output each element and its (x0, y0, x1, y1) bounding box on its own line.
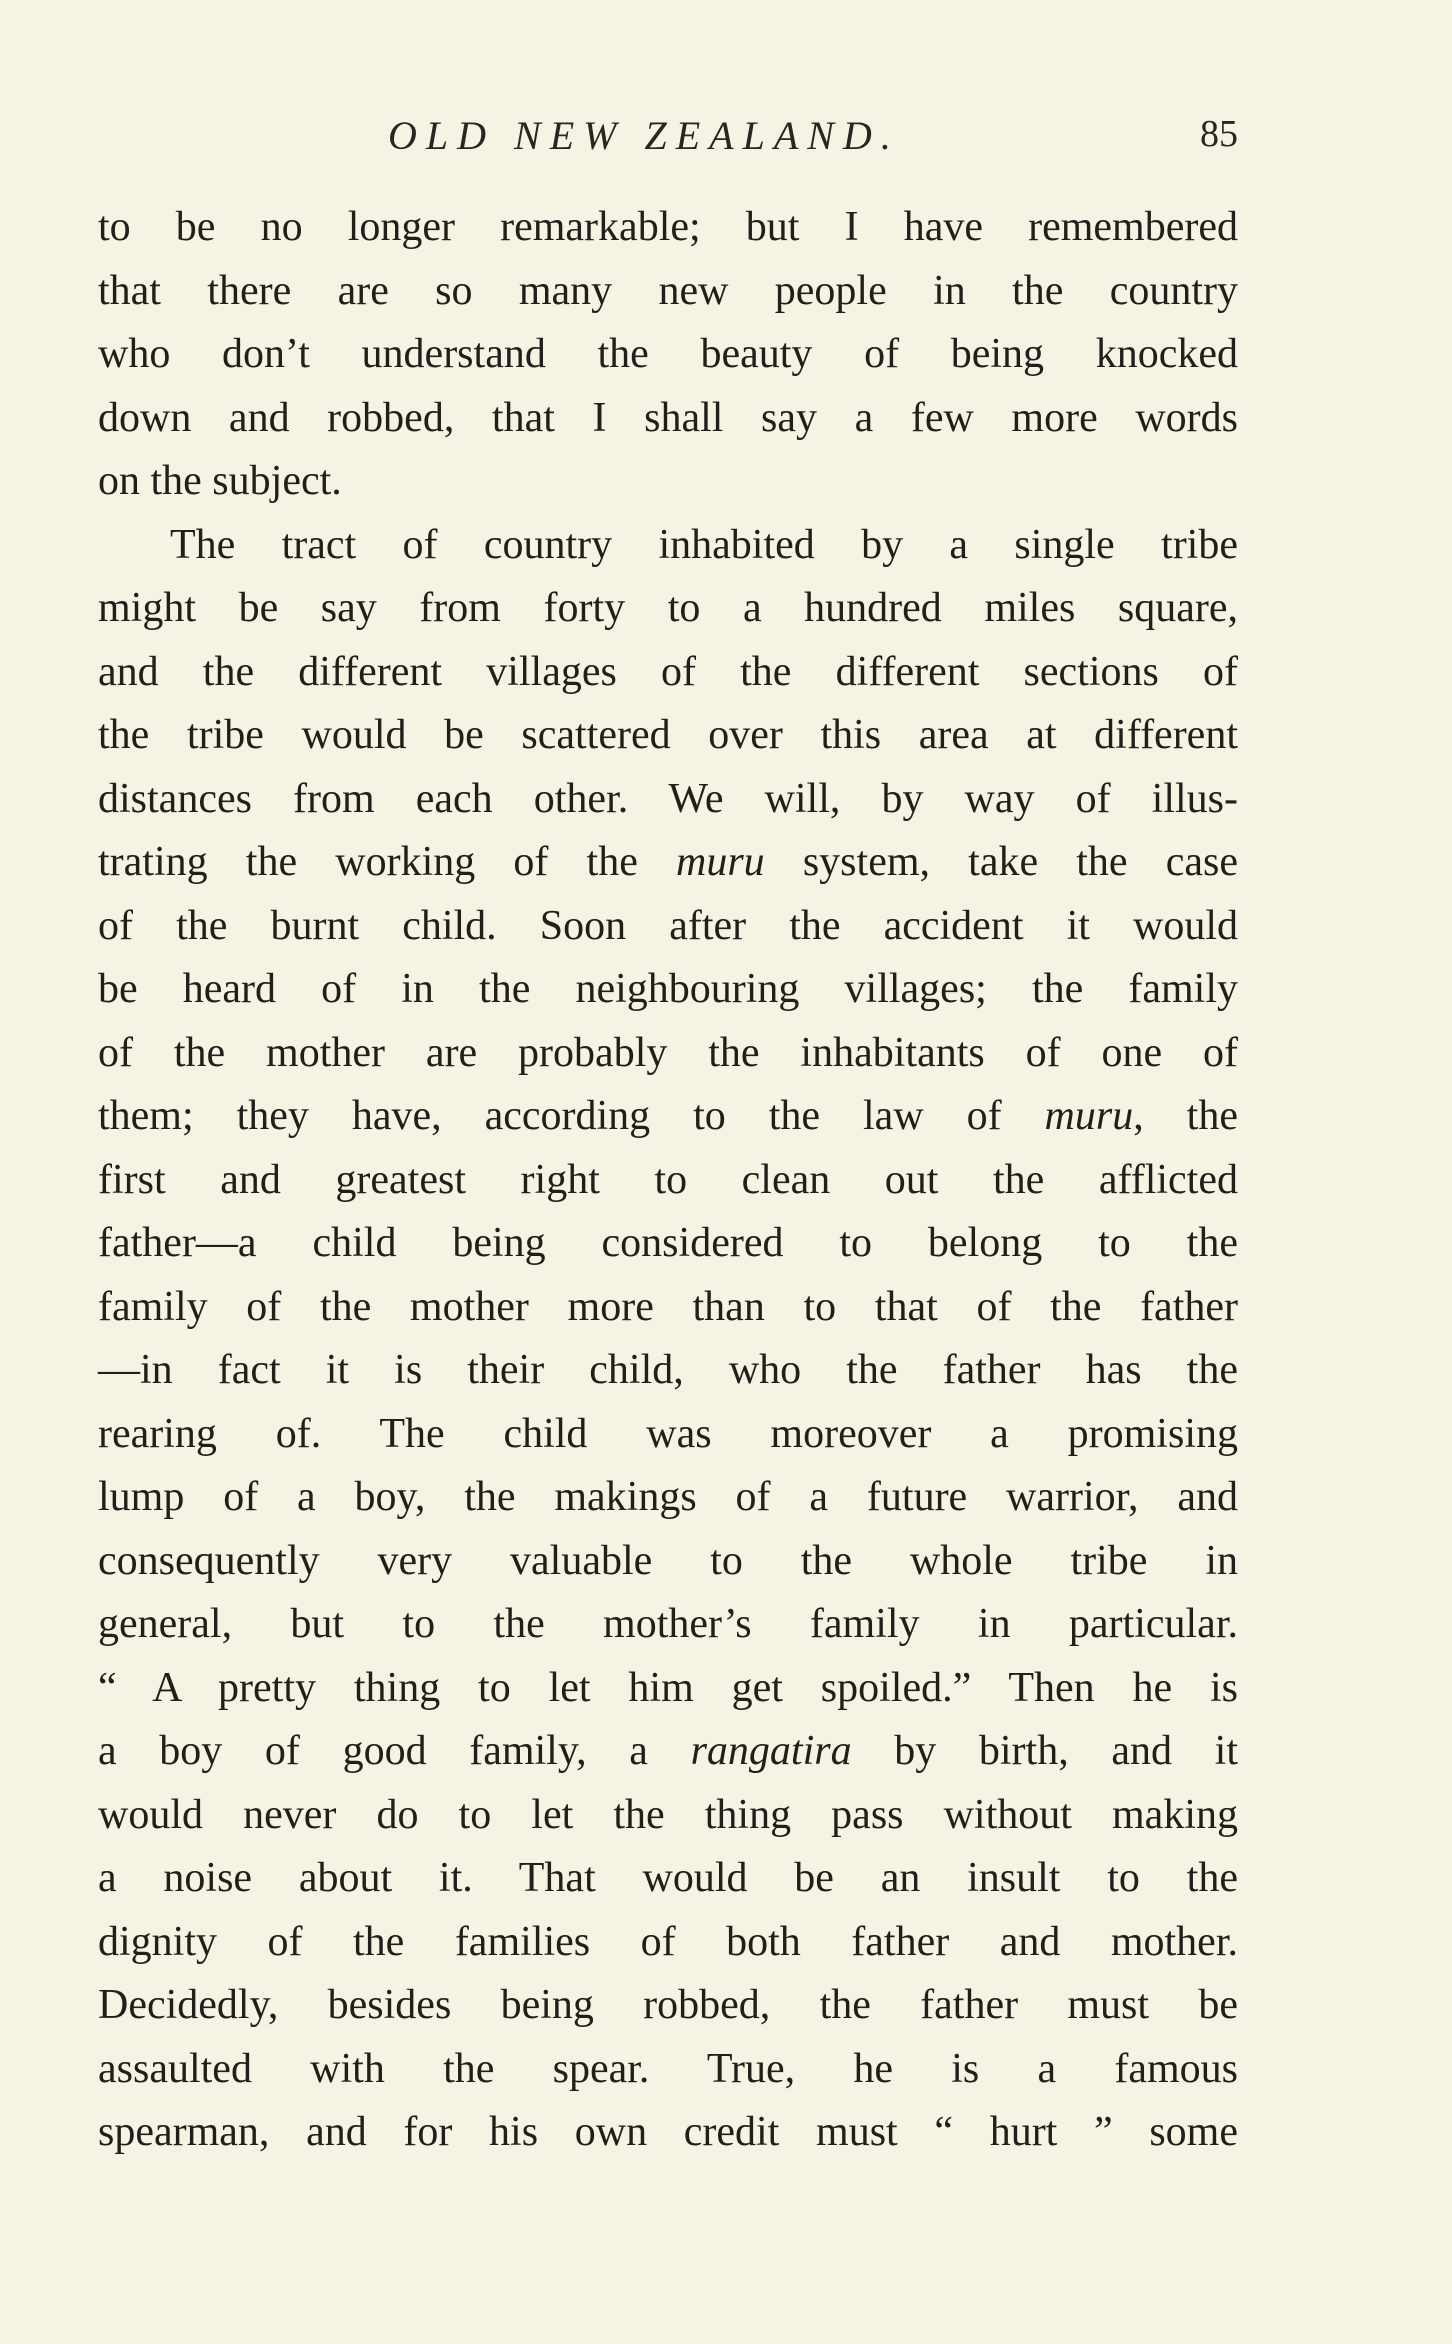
text-line (98, 831, 1238, 895)
text-line: down and robbed, that I shall say a few more words (98, 394, 1238, 441)
page-number: 85 (1200, 113, 1238, 155)
text-line: would never do to let the thing pass without making (98, 1791, 1238, 1838)
text-line: a noise about it. That would be an insult to the (98, 1855, 1238, 1901)
running-head (98, 112, 1238, 172)
text-line: —in fact it is their child, who the father has the (98, 1347, 1238, 1393)
text-line: father—a child being considered to belong to the (98, 1220, 1238, 1266)
text-line: spearman, and for his own credit must “ hurt ” some (98, 2109, 1238, 2155)
text-line: who don’t understand the beauty of being knocked (98, 331, 1238, 377)
text-line: the tribe would be scattered over this area at different (98, 712, 1238, 758)
text-line: “ A pretty thing to let him get spoiled.” Then he is (98, 1664, 1238, 1711)
text-line: Decidedly, besides being robbed, the father must be (98, 1982, 1238, 2028)
text-segment: by birth, and it (851, 1728, 1238, 1774)
text-line: assaulted with the spear. True, he is a famous (98, 2045, 1238, 2092)
text-segment: them; they have, according to the law of (98, 1093, 1045, 1139)
maori-term-muru: muru (1044, 1093, 1134, 1139)
text-line: consequently very valuable to the whole tribe in (98, 1537, 1238, 1584)
body-text (98, 196, 1238, 2165)
text-line: and the different villages of the different sections of (98, 648, 1238, 695)
maori-term-rangatira: rangatira (690, 1728, 852, 1774)
text-line: that there are so many new people in the country (98, 267, 1238, 314)
text-line: rearing of. The child was moreover a promising (98, 1410, 1238, 1457)
text-line: first and greatest right to clean out the afflicted (98, 1156, 1238, 1203)
text-segment: system, take the case (764, 839, 1238, 885)
running-title: OLD NEW ZEALAND. (388, 113, 900, 158)
text-segment: , the (1133, 1093, 1238, 1139)
text-line: on the subject. (98, 458, 342, 504)
text-line: family of the mother more than to that of the father (98, 1283, 1238, 1330)
text-line: dignity of the families of both father and mother. (98, 1918, 1238, 1965)
text-segment: a boy of good family, a (98, 1728, 691, 1774)
text-line: might be say from forty to a hundred miles square, (98, 585, 1238, 631)
text-line: The tract of country inhabited by a single tribe (170, 521, 1238, 568)
text-line: distances from each other. We will, by way of illus- (98, 775, 1238, 822)
text-line: of the mother are probably the inhabitants of one of (98, 1029, 1238, 1076)
text-line: to be no longer remarkable; but I have remembered (98, 204, 1238, 250)
text-line: general, but to the mother’s family in particular. (98, 1601, 1238, 1647)
text-line (98, 1720, 1238, 1784)
maori-term-muru: muru (676, 839, 765, 885)
text-line: be heard of in the neighbouring villages; the family (98, 966, 1238, 1012)
text-line: of the burnt child. Soon after the accident it would (98, 902, 1238, 949)
text-line (98, 1085, 1238, 1149)
text-segment: trating the working of the (98, 839, 676, 885)
text-line: lump of a boy, the makings of a future warrior, and (98, 1474, 1238, 1520)
